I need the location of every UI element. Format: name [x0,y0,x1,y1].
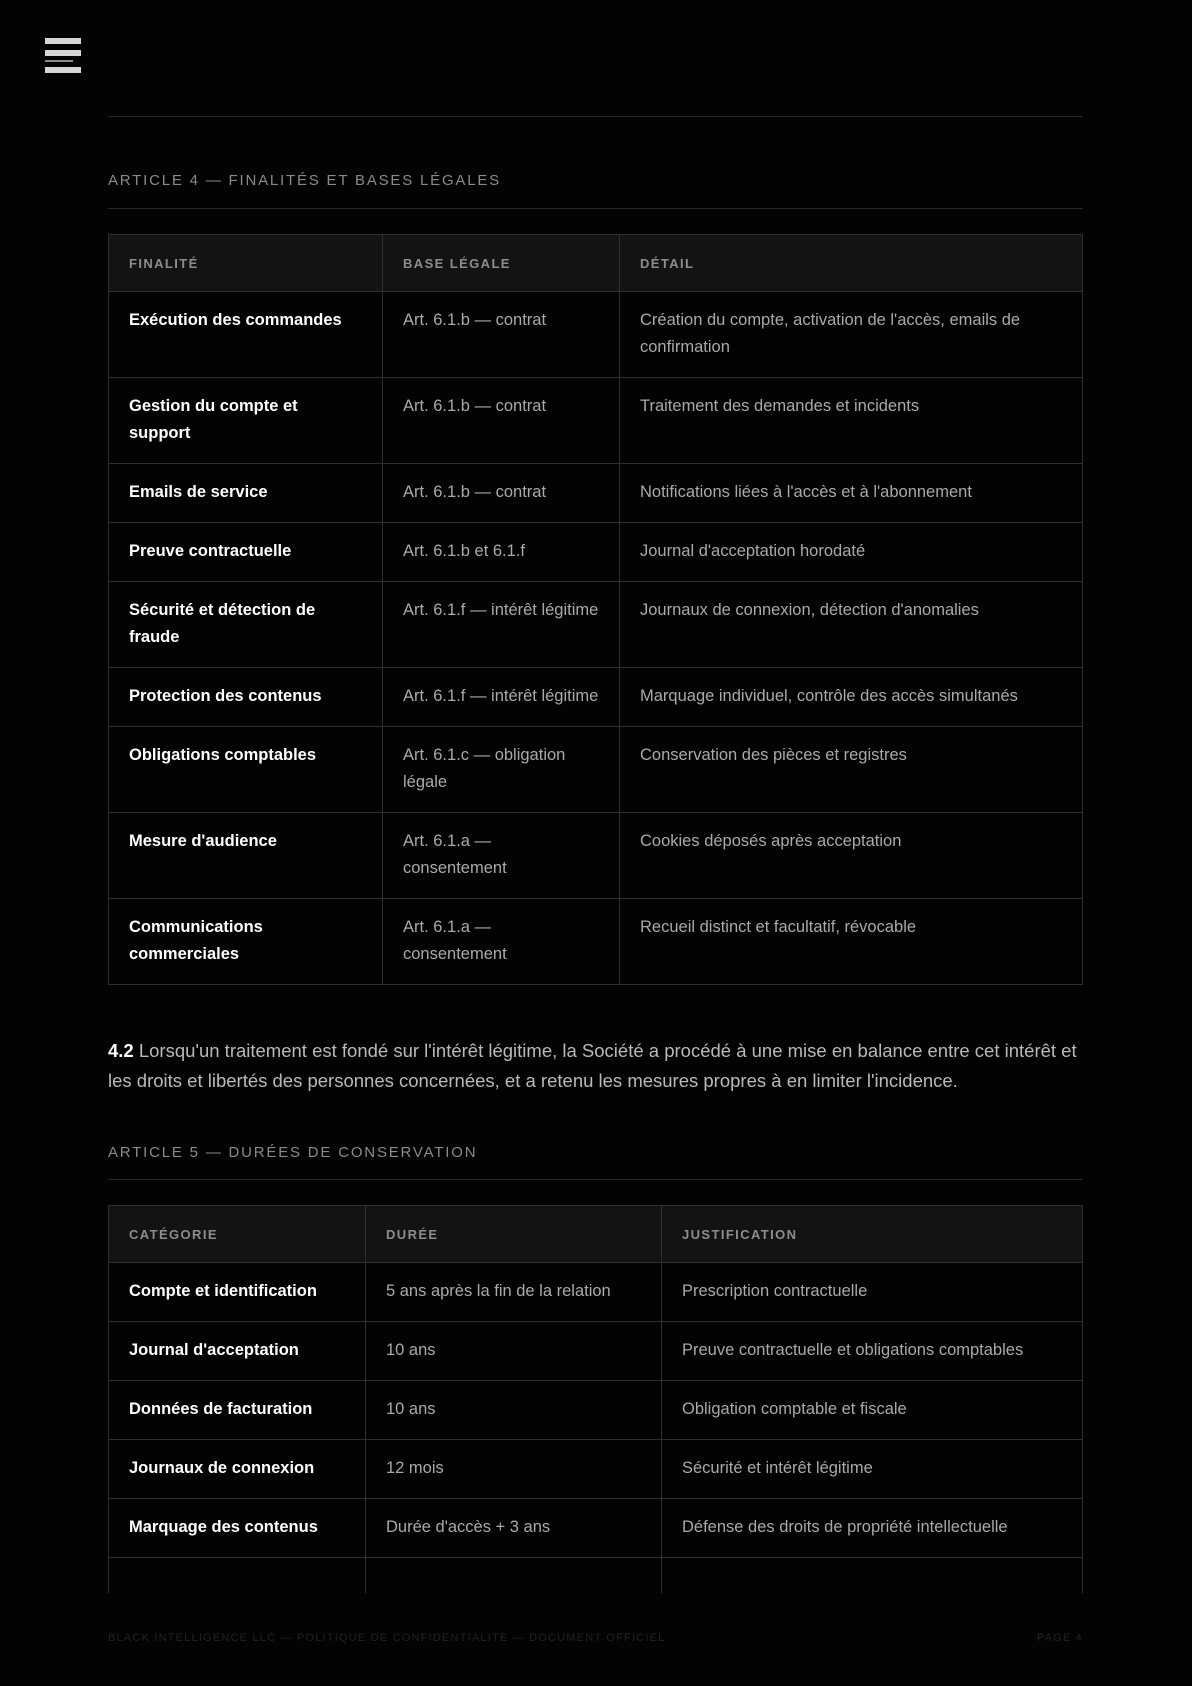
purposes-table [108,234,1083,985]
article-4-title: ARTICLE 4 — FINALITÉS ET BASES LÉGALES [108,172,501,189]
table-header-row [109,235,1083,292]
purpose-cell: Communications commerciales [109,899,383,985]
purpose-cell: Preuve contractuelle [109,523,383,582]
detail-cell: Journal d'acceptation horodaté [620,523,1083,582]
category-cell: Données de facturation [109,1381,366,1440]
column-header: DÉTAIL [620,235,1083,292]
detail-cell: Marquage individuel, contrôle des accès simultanés [620,668,1083,727]
justification-cell: Preuve contractuelle et obligations comptables [662,1322,1083,1381]
legal-basis-cell: Art. 6.1.a — consentement [383,899,620,985]
purpose-cell: Sécurité et détection de fraude [109,582,383,668]
paragraph-number: 4.2 [108,1040,134,1061]
table-row [109,727,1083,813]
detail-cell: Notifications liées à l'accès et à l'abonnement [620,464,1083,523]
justification-cell: Prescription contractuelle [662,1263,1083,1322]
detail-cell: Traitement des demandes et incidents [620,378,1083,464]
paragraph-text: Lorsqu'un traitement est fondé sur l'intérêt légitime, la Société a procédé à une mise en balance entre cet intérêt et les droits et libertés des personnes concernées, et a retenu les mesures propres à en limiter l'incidence. [108,1040,1077,1091]
category-cell: Journaux de connexion [109,1440,366,1499]
footer-document-label: BLACK INTELLIGENCE LLC — POLITIQUE DE CONFIDENTIALITÉ — DOCUMENT OFFICIEL [108,1632,666,1644]
detail-cell: Recueil distinct et facultatif, révocable [620,899,1083,985]
legal-basis-cell: Art. 6.1.b — contrat [383,378,620,464]
legal-basis-cell: Art. 6.1.b et 6.1.f [383,523,620,582]
table-row [109,1440,1083,1499]
column-header: CATÉGORIE [109,1206,366,1263]
column-header: FINALITÉ [109,235,383,292]
legal-basis-cell: Art. 6.1.c — obligation légale [383,727,620,813]
table-row [109,464,1083,523]
legal-basis-cell: Art. 6.1.b — contrat [383,464,620,523]
detail-cell: Cookies déposés après acceptation [620,813,1083,899]
justification-cell: Obligation comptable et fiscale [662,1381,1083,1440]
article-5-divider [108,1179,1083,1180]
duration-cell: 5 ans après la fin de la relation [366,1263,662,1322]
category-cell: Marquage des contenus [109,1499,366,1558]
duration-cell: Durée d'accès + 3 ans [366,1499,662,1558]
table-row [109,582,1083,668]
table-row [109,292,1083,378]
purpose-cell: Protection des contenus [109,668,383,727]
column-header: JUSTIFICATION [662,1206,1083,1263]
purpose-cell: Mesure d'audience [109,813,383,899]
table-row [109,813,1083,899]
purpose-cell: Emails de service [109,464,383,523]
article-4-divider [108,208,1083,209]
table-row [109,1499,1083,1558]
table-row [109,668,1083,727]
duration-cell: 10 ans [366,1322,662,1381]
footer-page-number: PAGE 4 [1036,1632,1083,1644]
table-row [109,378,1083,464]
legal-basis-cell: Art. 6.1.a — consentement [383,813,620,899]
table-header-row [109,1206,1083,1263]
detail-cell: Conservation des pièces et registres [620,727,1083,813]
article-5-title: ARTICLE 5 — DURÉES DE CONSERVATION [108,1144,478,1161]
table-row [109,1381,1083,1440]
table-row [109,523,1083,582]
table-row [109,899,1083,985]
duration-cell: 12 mois [366,1440,662,1499]
page-bottom-mask [100,1593,1100,1633]
page-footer [108,1632,1083,1644]
hamburger-menu-icon[interactable] [45,38,81,74]
detail-cell: Journaux de connexion, détection d'anomalies [620,582,1083,668]
table-row [109,1322,1083,1381]
legal-basis-cell: Art. 6.1.f — intérêt légitime [383,582,620,668]
detail-cell: Création du compte, activation de l'accès, emails de confirmation [620,292,1083,378]
column-header: DURÉE [366,1206,662,1263]
category-cell: Journal d'acceptation [109,1322,366,1381]
purpose-cell: Obligations comptables [109,727,383,813]
category-cell: Compte et identification [109,1263,366,1322]
purpose-cell: Exécution des commandes [109,292,383,378]
duration-cell: 10 ans [366,1381,662,1440]
top-divider [108,116,1083,117]
legal-basis-cell: Art. 6.1.f — intérêt légitime [383,668,620,727]
justification-cell: Défense des droits de propriété intellectuelle [662,1499,1083,1558]
table-row [109,1263,1083,1322]
column-header: BASE LÉGALE [383,235,620,292]
retention-table [108,1205,1083,1617]
legal-basis-cell: Art. 6.1.b — contrat [383,292,620,378]
purpose-cell: Gestion du compte et support [109,378,383,464]
justification-cell: Sécurité et intérêt légitime [662,1440,1083,1499]
paragraph-4-2 [108,1036,1083,1096]
